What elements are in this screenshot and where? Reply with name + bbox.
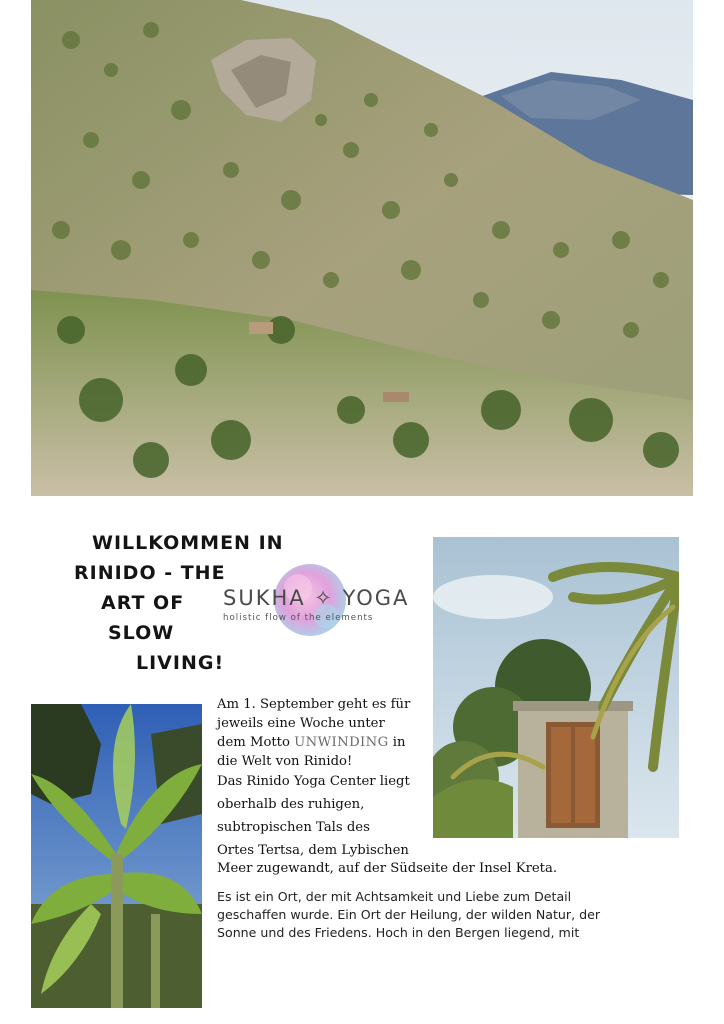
- title-line-2: RINIDO - THE: [74, 562, 226, 584]
- description-line-3: Sonne und des Friedens. Hoch in den Bergen liegend, mit: [217, 925, 580, 940]
- intro-line-4: die Welt von Rinido!: [217, 754, 353, 769]
- sukha-yoga-logo: [220, 562, 410, 640]
- intro-line-6: oberhalb des ruhigen,: [217, 797, 365, 812]
- photo-hut-with-palm: [433, 537, 679, 838]
- intro-line-9: Meer zugewandt, auf der Südseite der Insel Kreta.: [217, 861, 558, 876]
- hero-photo-mountain-slope: [31, 0, 693, 496]
- intro-line-3: [217, 735, 405, 750]
- title-line-4: SLOW: [108, 622, 175, 644]
- title-line-3: ART OF: [101, 592, 185, 614]
- description-line-2: geschaffen wurde. Ein Ort der Heilung, der wilden Natur, der: [217, 907, 601, 922]
- intro-line-3-pre: dem Motto: [217, 735, 295, 750]
- intro-line-5: Das Rinido Yoga Center liegt: [217, 774, 410, 789]
- intro-line-2: jeweils eine Woche unter: [217, 716, 385, 731]
- motto-highlight: UNWINDING: [294, 735, 389, 750]
- intro-line-1: Am 1. September geht es für: [217, 697, 411, 712]
- intro-line-7: subtropischen Tals des: [217, 820, 370, 835]
- photo-banana-plants: [31, 704, 202, 1008]
- intro-line-3-post: in: [388, 735, 406, 750]
- intro-line-8: Ortes Tertsa, dem Lybischen: [217, 843, 409, 858]
- title-line-1: WILLKOMMEN IN: [92, 532, 284, 554]
- title-line-5: LIVING!: [136, 652, 225, 674]
- logo-wordmark: SUKHA ✧ YOGA: [223, 586, 410, 610]
- logo-tagline: holistic flow of the elements: [223, 613, 374, 623]
- description-line-1: Es ist ein Ort, der mit Achtsamkeit und Liebe zum Detail: [217, 889, 572, 904]
